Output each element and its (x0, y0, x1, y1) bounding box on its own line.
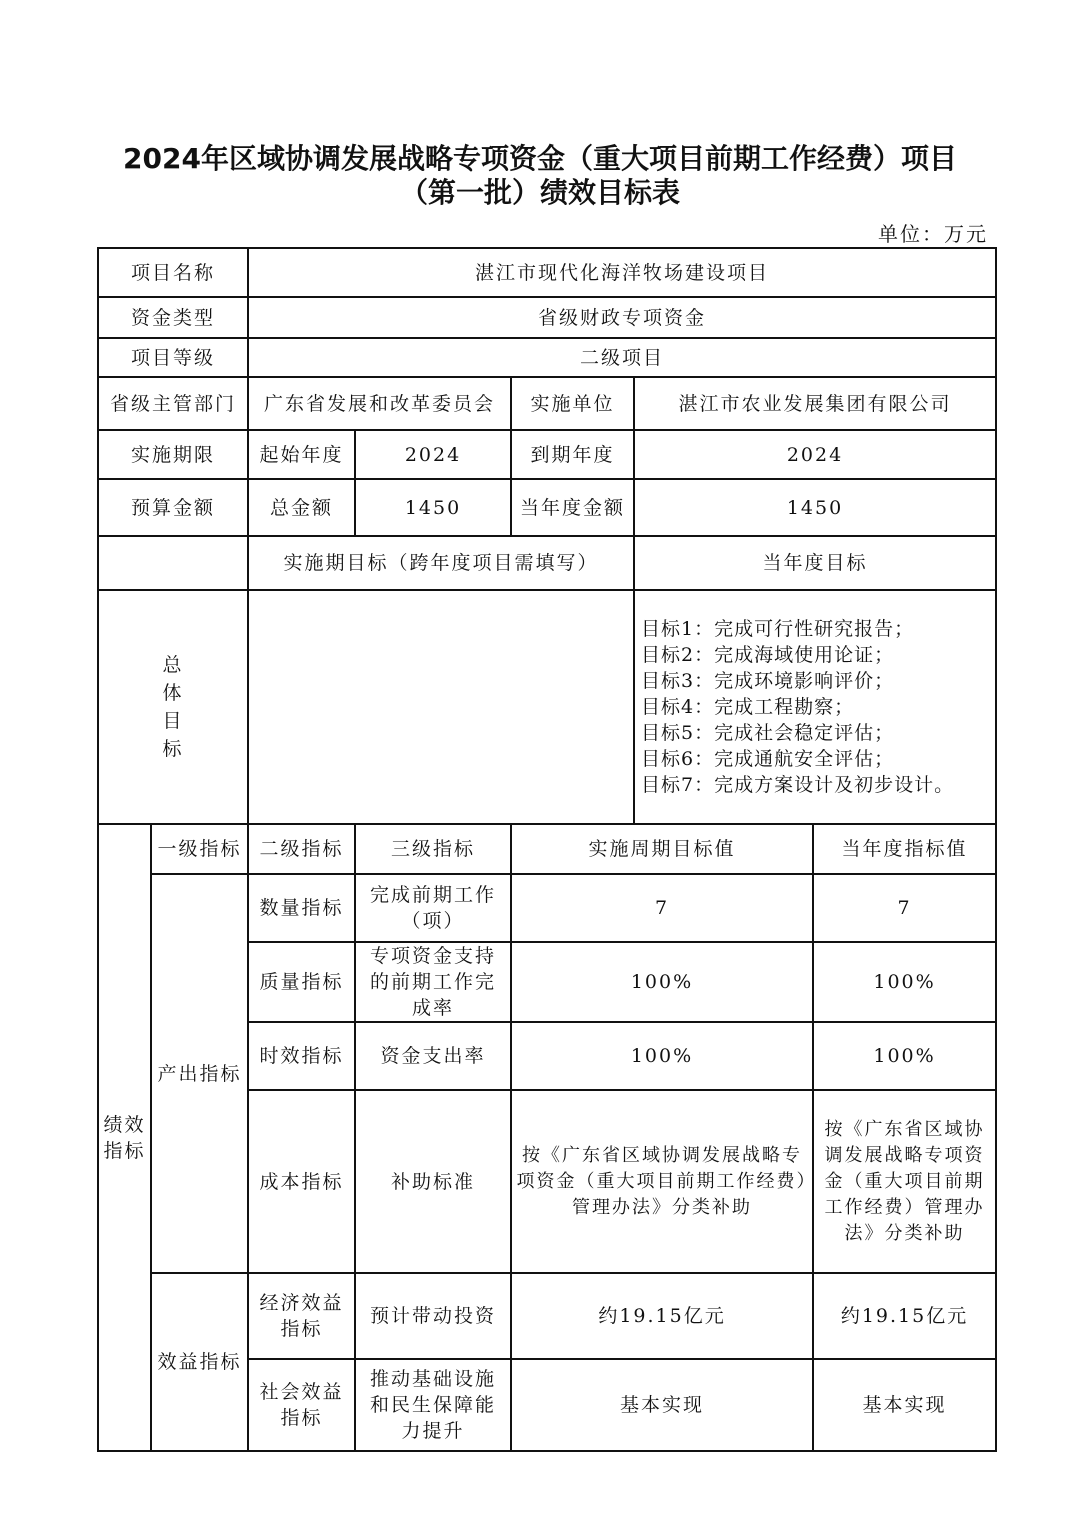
level3-cell: 推动基础设施和民生保障能力提升 (355, 1359, 511, 1451)
year-goal-item: 目标1：完成可行性研究报告； (641, 618, 915, 640)
end-year-label: 到期年度 (511, 430, 634, 479)
year-target-cell: 100% (813, 1022, 996, 1090)
project-level-label: 项目等级 (98, 338, 248, 377)
period-label: 实施期限 (98, 430, 248, 479)
document-title-line2: （第一批）绩效目标表 (399, 176, 680, 209)
year-goal-header: 当年度目标 (634, 536, 996, 590)
level3-cell: 资金支出率 (355, 1022, 511, 1090)
level2-cell: 经济效益指标 (248, 1273, 355, 1359)
year-target-cell: 基本实现 (813, 1359, 996, 1451)
level3-cell: 完成前期工作（项） (355, 874, 511, 942)
overall-goal-char: 目 (162, 710, 184, 732)
overall-goal-char: 标 (162, 738, 184, 760)
output-indicator-label: 产出指标 (151, 874, 248, 1273)
dept-value: 广东省发展和改革委员会 (248, 377, 511, 430)
year-goal-item: 目标5：完成社会稳定评估； (641, 722, 895, 744)
overall-goal-char: 总 (162, 654, 184, 676)
benefit-indicator-label: 效益指标 (151, 1273, 248, 1451)
level2-cell: 质量指标 (248, 942, 355, 1022)
project-level-value: 二级项目 (248, 338, 996, 377)
year-target-cell: 100% (813, 942, 996, 1022)
level2-cell: 数量指标 (248, 874, 355, 942)
period-target-cell: 100% (511, 942, 813, 1022)
period-target-cell: 约19.15亿元 (511, 1273, 813, 1359)
impl-unit-label: 实施单位 (511, 377, 634, 430)
impl-unit-value: 湛江市农业发展集团有限公司 (634, 377, 996, 430)
period-target-cell: 100% (511, 1022, 813, 1090)
year-goal-item: 目标6：完成通航安全评估； (641, 748, 895, 770)
perf-indicator-label: 绩效 指标 (98, 824, 151, 1451)
current-year-amount-value: 1450 (634, 479, 996, 536)
fund-type-value: 省级财政专项资金 (248, 297, 996, 338)
budget-label: 预算金额 (98, 479, 248, 536)
level3-header: 三级指标 (355, 824, 511, 874)
period-target-cell: 7 (511, 874, 813, 942)
year-goal-item: 目标4：完成工程勘察； (641, 696, 855, 718)
year-target-cell: 约19.15亿元 (813, 1273, 996, 1359)
impl-goal-header: 实施期目标（跨年度项目需填写） (248, 536, 634, 590)
unit-label: 单位：万元 (878, 222, 988, 246)
period-target-cell: 按《广东省区域协调发展战略专项资金（重大项目前期工作经费）管理办法》分类补助 (511, 1090, 813, 1273)
year-goal-item: 目标7：完成方案设计及初步设计。 (641, 774, 955, 796)
total-amount-label: 总金额 (248, 479, 355, 536)
period-target-header: 实施周期目标值 (511, 824, 813, 874)
project-name-label: 项目名称 (98, 248, 248, 297)
overall-goal-label (98, 590, 248, 824)
level3-cell: 专项资金支持的前期工作完成率 (355, 942, 511, 1022)
start-year-label: 起始年度 (248, 430, 355, 479)
project-name-value: 湛江市现代化海洋牧场建设项目 (248, 248, 996, 297)
level3-cell: 预计带动投资 (355, 1273, 511, 1359)
year-goal-item: 目标2：完成海域使用论证； (641, 644, 895, 666)
performance-target-table (97, 247, 997, 1452)
year-target-header: 当年度指标值 (813, 824, 996, 874)
end-year-value: 2024 (634, 430, 996, 479)
start-year-value: 2024 (355, 430, 511, 479)
overall-goal-char: 体 (162, 682, 184, 704)
year-target-cell: 7 (813, 874, 996, 942)
level2-cell: 时效指标 (248, 1022, 355, 1090)
period-target-cell: 基本实现 (511, 1359, 813, 1451)
year-target-cell: 按《广东省区域协调发展战略专项资金（重大项目前期工作经费）管理办法》分类补助 (813, 1090, 996, 1273)
total-amount-value: 1450 (355, 479, 511, 536)
current-year-amount-label: 当年度金额 (511, 479, 634, 536)
fund-type-label: 资金类型 (98, 297, 248, 338)
level2-cell: 社会效益指标 (248, 1359, 355, 1451)
level2-cell: 成本指标 (248, 1090, 355, 1273)
dept-label: 省级主管部门 (98, 377, 248, 430)
year-goal-list (634, 590, 996, 824)
level2-header: 二级指标 (248, 824, 355, 874)
document-title-line1: 2024年区域协调发展战略专项资金（重大项目前期工作经费）项目 (123, 142, 957, 175)
year-goal-item: 目标3：完成环境影响评价； (641, 670, 895, 692)
level3-cell: 补助标准 (355, 1090, 511, 1273)
level1-header: 一级指标 (151, 824, 248, 874)
impl-goal-text (248, 590, 634, 824)
goal-header-blank (98, 536, 248, 590)
